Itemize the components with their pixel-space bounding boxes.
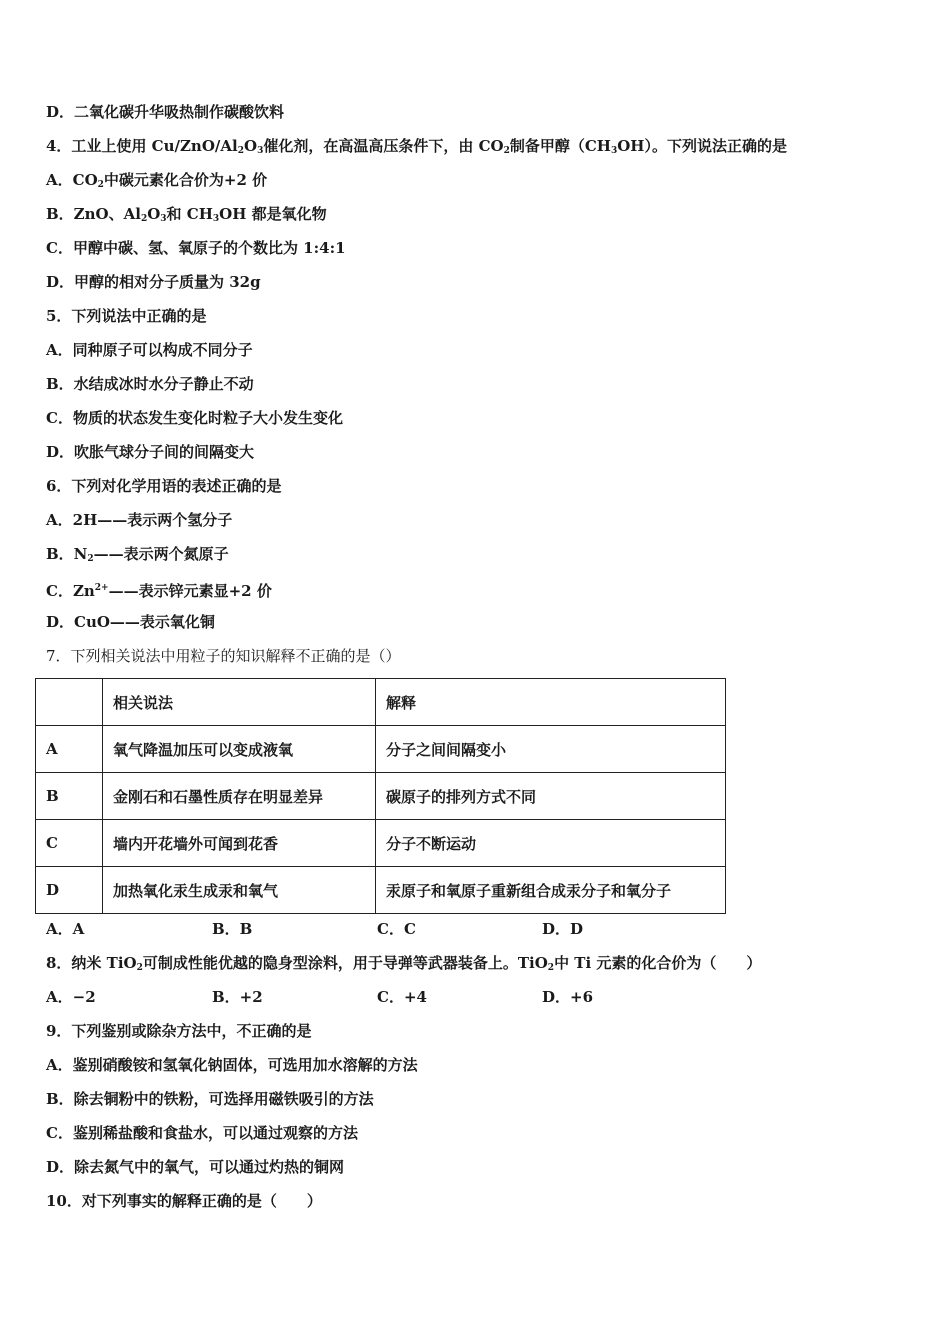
q8-options xyxy=(46,987,746,1007)
table-cell-label: C xyxy=(36,820,103,867)
q5-option-c: C．物质的状态发生变化时粒子大小发生变化 xyxy=(46,409,343,427)
q8-option-b: B．+2 xyxy=(212,988,263,1006)
q8-option-c: C．+4 xyxy=(377,988,427,1006)
table-cell-explanation: 分子不断运动 xyxy=(376,820,726,867)
q5-option-d: D．吹胀气球分子间的间隔变大 xyxy=(46,443,255,461)
q6-stem: 6．下列对化学用语的表述正确的是 xyxy=(46,477,282,495)
q9-option-a: A．鉴别硝酸铵和氢氧化钠固体，可选用加水溶解的方法 xyxy=(46,1056,418,1074)
q7-option-d: D．D xyxy=(542,920,584,938)
table-cell-explanation: 碳原子的排列方式不同 xyxy=(376,773,726,820)
q4-stem: 4．工业上使用 $Cu/ZnO/Al_2O_3$催化剂，在高温高压条件下，由 $CO_2$制备甲醇$(CH_3OH)$。下列说法正确的是 xyxy=(46,137,787,156)
q6-option-c: C．$Zn^{2+}——$表示锌元素显+2 价 xyxy=(46,582,272,600)
q8-option-a: A．−2 xyxy=(46,988,96,1006)
q6-option-d: D．CuO——表示氧化铜 xyxy=(46,613,215,631)
q7-options xyxy=(46,919,746,939)
table-cell-statement: 墙内开花墙外可闻到花香 xyxy=(103,820,376,867)
table-header-cell xyxy=(36,679,103,726)
table-header-row xyxy=(36,679,726,726)
table-cell-statement: 氧气降温加压可以变成液氧 xyxy=(103,726,376,773)
q8-option-d: D．+6 xyxy=(542,988,594,1006)
table-header-cell: 解释 xyxy=(376,679,726,726)
q4-option-a: A．$CO_2$中碳元素化合价为+2 价 xyxy=(46,171,268,190)
table-cell-label: B xyxy=(36,773,103,820)
table-row xyxy=(36,867,726,914)
q7-table xyxy=(35,678,726,914)
q4-option-d: D．甲醇的相对分子质量为 32g xyxy=(46,273,261,291)
q9-option-c: C．鉴别稀盐酸和食盐水，可以通过观察的方法 xyxy=(46,1124,358,1142)
table-cell-statement: 加热氧化汞生成汞和氧气 xyxy=(103,867,376,914)
q6-option-a: A．2H——表示两个氢分子 xyxy=(46,511,233,529)
q7-option-c: C．C xyxy=(377,920,416,938)
table-row xyxy=(36,726,726,773)
q6-option-b: B．$N_2——$表示两个氮原子 xyxy=(46,545,229,564)
table-cell-label: D xyxy=(36,867,103,914)
table-row xyxy=(36,820,726,867)
q5-option-b: B．水结成冰时水分子静止不动 xyxy=(46,375,254,393)
table-cell-explanation: 汞原子和氧原子重新组合成汞分子和氧分子 xyxy=(376,867,726,914)
q9-option-d: D．除去氮气中的氧气，可以通过灼热的铜网 xyxy=(46,1158,345,1176)
q3-option-d: D．二氧化碳升华吸热制作碳酸饮料 xyxy=(46,103,285,121)
table-cell-statement: 金刚石和石墨性质存在明显差异 xyxy=(103,773,376,820)
q9-stem: 9．下列鉴别或除杂方法中，不正确的是 xyxy=(46,1022,312,1040)
q8-stem: 8．纳米 TiO$_2$可制成性能优越的隐身型涂料，用于导弹等武器装备上。TiO$_2$中 Ti 元素的化合价为（ ） xyxy=(46,954,762,973)
q4-option-b: B．ZnO、$Al_2O_3$和 $CH_3OH$ 都是氧化物 xyxy=(46,205,327,224)
q4-option-c: C．甲醇中碳、氢、氧原子的个数比为 1:4:1 xyxy=(46,239,346,257)
table-cell-explanation: 分子之间间隔变小 xyxy=(376,726,726,773)
table-cell-label: A xyxy=(36,726,103,773)
table-header-cell: 相关说法 xyxy=(103,679,376,726)
table-row xyxy=(36,773,726,820)
q5-stem: 5．下列说法中正确的是 xyxy=(46,307,207,325)
q10-stem: 10．对下列事实的解释正确的是（ ） xyxy=(46,1192,322,1210)
q7-stem: 7．下列相关说法中用粒子的知识解释不正确的是（） xyxy=(46,647,401,665)
q9-option-b: B．除去铜粉中的铁粉，可选择用磁铁吸引的方法 xyxy=(46,1090,374,1108)
q7-option-a: A．A xyxy=(46,920,85,938)
q7-option-b: B．B xyxy=(212,920,253,938)
q5-option-a: A．同种原子可以构成不同分子 xyxy=(46,341,253,359)
